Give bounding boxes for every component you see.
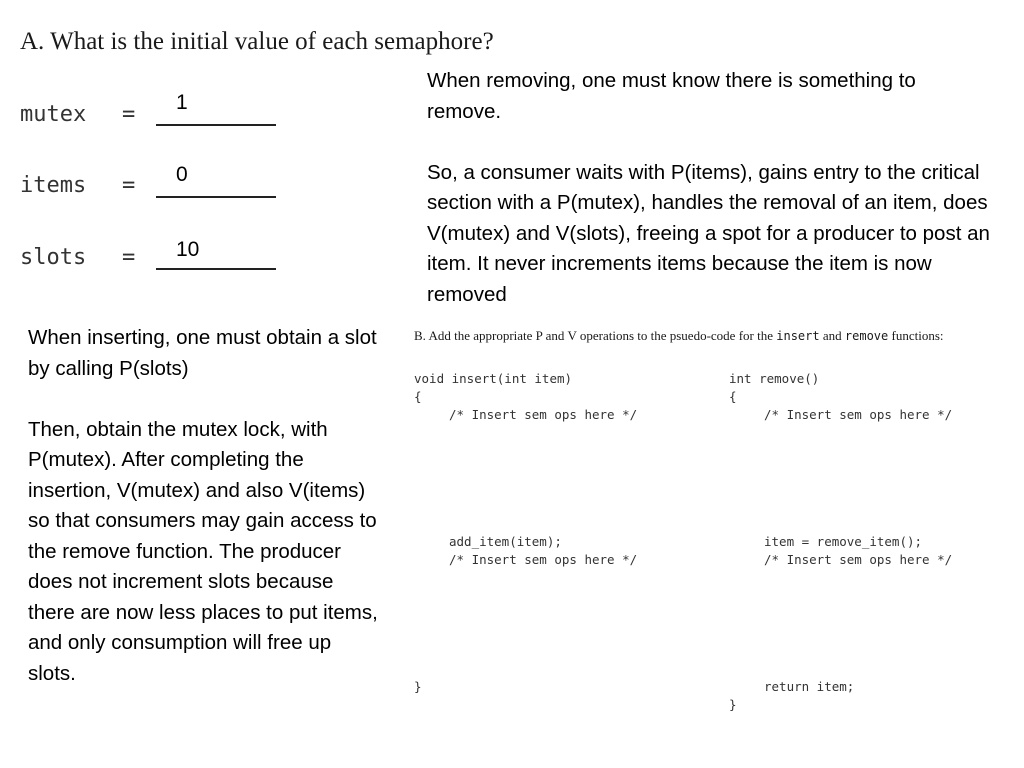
- producer-explanation-p2: Then, obtain the mutex lock, with P(mutex). After completing the insertion, V(mutex) and also V(items) so that consumers may gain access to the remove function. The producer does not increment slots because there are now less places to put items, and only consumption will free up slots.: [28, 417, 378, 685]
- consumer-explanation-p1: When removing, one must know there is something to remove.: [427, 69, 916, 123]
- remove-comment-1: /* Insert sem ops here */: [764, 407, 953, 422]
- insert-close-brace: }: [414, 679, 422, 694]
- remove-return: return item;: [764, 679, 855, 694]
- consumer-explanation-p2: So, a consumer waits with P(items), gains entry to the critical section with a P(mutex), handles the removal of an item, does V(mutex) and V(slots), freeing a spot for a producer to post an item. It never increments items because the item is now removed: [427, 160, 990, 306]
- remove-word: remove: [844, 329, 889, 343]
- consumer-explanation: [427, 66, 997, 310]
- question-a-title: A. What is the initial value of each semaphore?: [20, 28, 494, 55]
- producer-explanation: [28, 323, 378, 689]
- semaphore-slots-value: 10: [176, 238, 200, 261]
- semaphore-mutex-equals: =: [122, 102, 136, 127]
- insert-comment-2: /* Insert sem ops here */: [449, 552, 638, 567]
- question-b-title-suffix: functions:: [888, 328, 944, 343]
- remove-call: item = remove_item();: [764, 534, 923, 549]
- semaphore-mutex-name: mutex: [20, 102, 87, 127]
- insert-comment-1: /* Insert sem ops here */: [449, 407, 638, 422]
- semaphore-mutex-blank: [156, 124, 276, 126]
- semaphore-slots-blank: [156, 268, 276, 270]
- semaphore-items-equals: =: [122, 173, 136, 198]
- semaphore-slots-equals: =: [122, 245, 136, 270]
- remove-comment-2: /* Insert sem ops here */: [764, 552, 953, 567]
- question-b-title-prefix: B. Add the appropriate P and V operations to the psuedo-code for the: [414, 328, 777, 343]
- question-b-title: [414, 328, 944, 344]
- insert-signature: void insert(int item): [414, 371, 573, 386]
- insert-call: add_item(item);: [449, 534, 562, 549]
- remove-open-brace: {: [729, 389, 737, 404]
- producer-explanation-p1: When inserting, one must obtain a slot by calling P(slots): [28, 326, 377, 380]
- remove-signature: int remove(): [729, 371, 820, 386]
- insert-word: insert: [776, 329, 820, 343]
- remove-close-brace: }: [729, 697, 737, 712]
- semaphore-items-blank: [156, 196, 276, 198]
- question-b-and: and: [819, 328, 845, 343]
- semaphore-slots-name: slots: [20, 245, 87, 270]
- semaphore-items-name: items: [20, 173, 87, 198]
- semaphore-items-value: 0: [176, 163, 188, 186]
- semaphore-mutex-value: 1: [176, 91, 188, 114]
- insert-open-brace: {: [414, 389, 422, 404]
